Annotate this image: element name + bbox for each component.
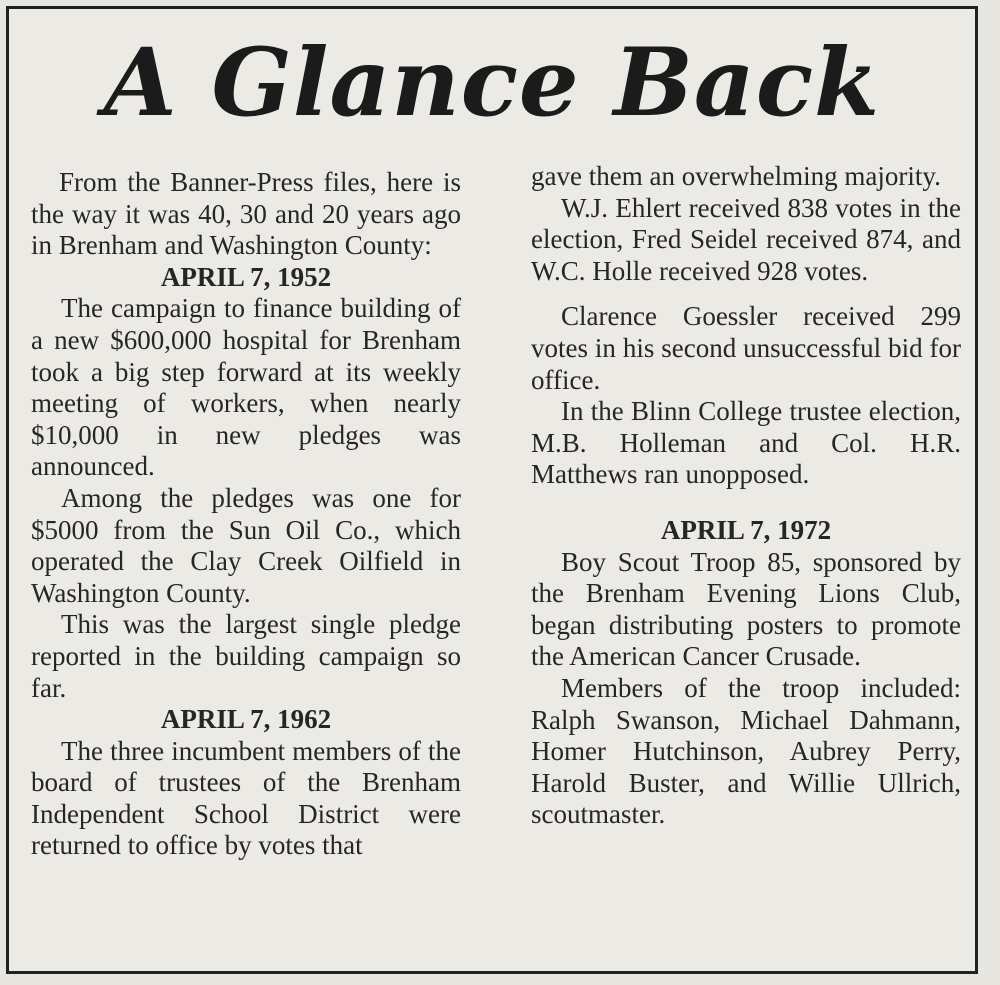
paragraph-1972-1: Boy Scout Troop 85, sponsored by the Brenham Evening Lions Club, began distributing posters to promote the American Cancer Crusade.: [531, 546, 961, 672]
left-column: [31, 167, 461, 862]
paragraph-1952-1: The campaign to finance building of a new $600,000 hospital for Brenham took a big step forward at its weekly meeting of workers, when nearly $10,000 in new pledges was announced.: [31, 293, 461, 482]
paragraph-1972-2: Members of the troop included: Ralph Swanson, Michael Dahmann, Homer Hutchinson, Aubrey Perry, Harold Buster, and Willie Ullrich, scoutmaster.: [531, 672, 961, 830]
right-column: [531, 161, 961, 831]
date-heading-1962: APRIL 7, 1962: [160, 704, 332, 735]
intro-paragraph: From the Banner-Press files, here is the way it was 40, 30 and 20 years ago in Brenham and Washington County:: [31, 167, 461, 261]
headline: A Glance Back: [103, 28, 881, 138]
paragraph-1962-1-start: The three incumbent members of the board of trustees of the Brenham Independent School District were returned to office by votes that: [31, 735, 461, 861]
newspaper-clipping: [6, 6, 978, 974]
paragraph-1962-1-end: gave them an overwhelming majority.: [531, 161, 941, 191]
date-heading-1952: APRIL 7, 1952: [160, 261, 332, 292]
date-heading-1972: APRIL 7, 1972: [660, 514, 832, 545]
paragraph-1952-2: Among the pledges was one for $5000 from the Sun Oil Co., which operated the Clay Creek Oilfield in Washington County.: [31, 482, 461, 608]
paragraph-1962-3: Clarence Goessler received 299 votes in his second unsuccessful bid for office.: [531, 301, 961, 395]
paragraph-1962-4: In the Blinn College trustee election, M.B. Holleman and Col. H.R. Matthews ran unopposed.: [531, 396, 961, 490]
paragraph-1962-2: W.J. Ehlert received 838 votes in the election, Fred Seidel received 874, and W.C. Holle received 928 votes.: [531, 192, 961, 286]
paragraph-1952-3: This was the largest single pledge reported in the building campaign so far.: [31, 609, 461, 703]
